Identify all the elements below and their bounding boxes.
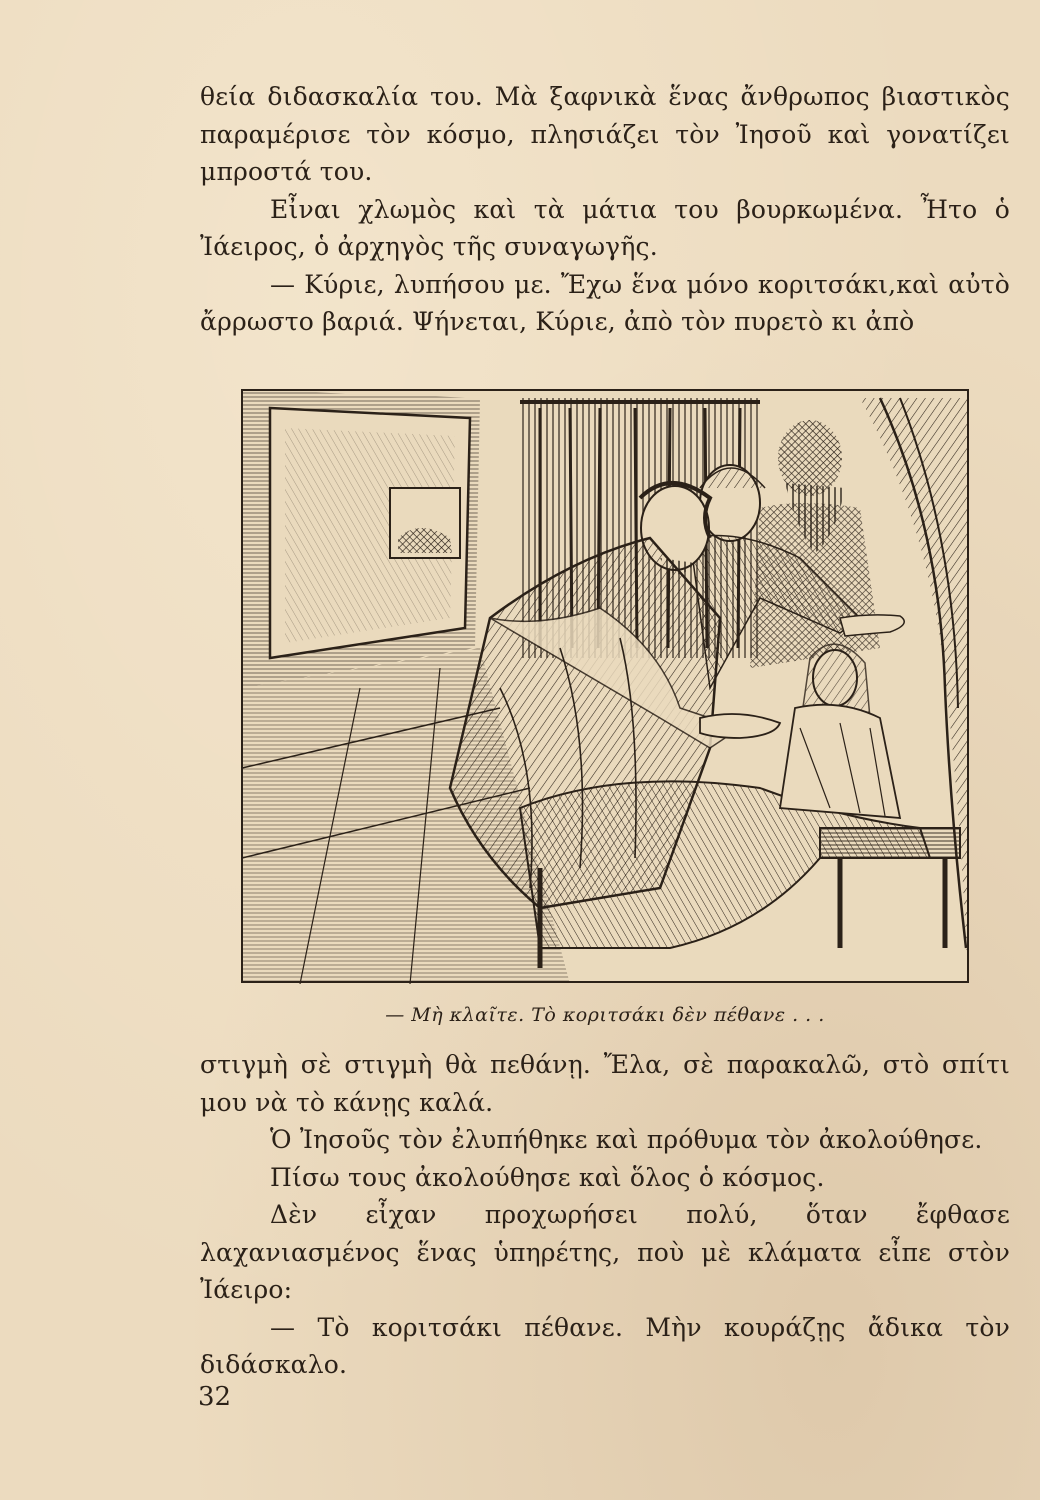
paragraph: — Τὸ κοριτσάκι πέθανε. Μὴν κουράζῃς ἄδικα τὸν διδάσκαλο. [200, 1312, 1010, 1379]
paragraph: Εἶναι χλωμὸς καὶ τὰ μάτια του βουρκωμένα. Ἦτο ὁ Ἰάειρος, ὁ ἀρχηγὸς τῆς συναγωγῆς. [200, 194, 1010, 261]
paragraph: Πίσω τους ἀκολούθησε καὶ ὅλος ὁ κόσμος. [270, 1162, 825, 1192]
paragraph: στιγμὴ σὲ στιγμὴ θὰ πεθάνῃ. Ἔλα, σὲ παρακαλῶ, στὸ σπίτι μου νὰ τὸ κάνῃς καλά. [200, 1050, 1010, 1117]
illustration-caption: — Μὴ κλαῖτε. Τὸ κοριτσάκι δὲν πέθανε . . . [385, 1004, 825, 1026]
paragraph: Δὲν εἶχαν προχωρήσει πολύ, ὅταν ἔφθασε λαχανιασμένος ἕνας ὑπηρέτης, ποὺ μὲ κλάματα εἶπε στὸν Ἰάειρο: [200, 1200, 1010, 1304]
text-block-top [200, 78, 1010, 341]
engraving-illustration [240, 388, 970, 984]
text-block-bottom [200, 1046, 1010, 1384]
paragraph: Ὁ Ἰησοῦς τὸν ἐλυπήθηκε καὶ πρόθυμα τὸν ἀκολούθησε. [270, 1125, 983, 1154]
page-number: 32 [198, 1382, 232, 1412]
paragraph: — Κύριε, λυπήσου με. Ἔχω ἕνα μόνο κοριτσάκι,καὶ αὐτὸ ἄρρωστο βαριά. Ψήνεται, Κύριε, ἀπὸ τὸν πυρετὸ κι ἀπὸ [200, 269, 1010, 336]
paragraph: θεία διδασκαλία του. Μὰ ξαφνικὰ ἕνας ἄνθρωπος βιαστικὸς παραμέρισε τὸν κόσμο, πλησιάζει τὸν Ἰησοῦ καὶ γονατίζει μπροστά του. [200, 82, 1010, 186]
